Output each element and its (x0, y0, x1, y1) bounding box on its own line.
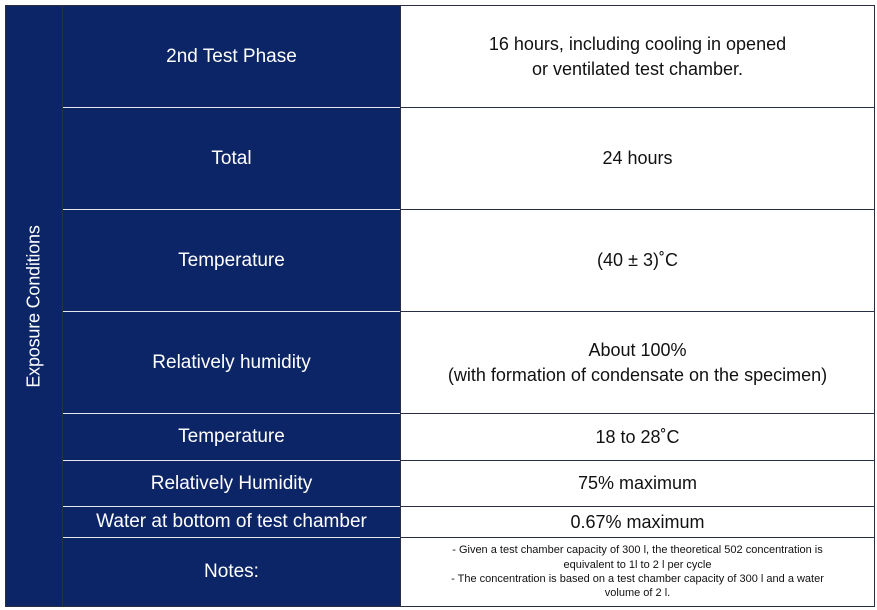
row-label-temperature-ambient: Temperature (63, 414, 400, 461)
row-label-relative-humidity-test: Relatively humidity (63, 312, 400, 414)
note-line: - Given a test chamber capacity of 300 l, the theoretical 502 concentration is (452, 544, 823, 557)
note-line: volume of 2 l. (604, 587, 671, 600)
value-line: 75% maximum (577, 473, 698, 494)
notes-content (400, 538, 874, 606)
row-value-2nd-test-phase (400, 6, 874, 108)
note-line: equivalent to 1l to 2 l per cycle (563, 558, 712, 571)
row-label-2nd-test-phase: 2nd Test Phase (63, 6, 400, 108)
row-value-temperature-test (400, 210, 874, 312)
row-value-water-bottom (400, 507, 874, 538)
exposure-conditions-table (5, 5, 875, 607)
value-line: 24 hours (602, 148, 673, 169)
row-label-temperature-test: Temperature (63, 210, 400, 312)
value-line: (40 ± 3)˚C (597, 250, 678, 271)
row-value-temperature-ambient (400, 414, 874, 461)
row-value-relative-humidity-test (400, 312, 874, 414)
value-line: or ventilated test chamber. (531, 58, 744, 79)
notes-label: Notes: (63, 538, 400, 606)
note-line: - The concentration is based on a test chamber capacity of 300 l and a water (451, 573, 824, 585)
row-value-relative-humidity-ambient (400, 461, 874, 507)
row-label-water-bottom: Water at bottom of test chamber (63, 507, 400, 538)
side-header-label: Exposure Conditions (23, 224, 44, 388)
side-header (6, 6, 63, 606)
value-line: 18 to 28˚C (595, 426, 680, 447)
value-line: 0.67% maximum (570, 511, 705, 532)
row-label-relative-humidity-ambient: Relatively Humidity (63, 461, 400, 507)
value-line: (with formation of condensate on the specimen) (447, 364, 828, 385)
value-line: 16 hours, including cooling in opened (488, 34, 787, 55)
row-value-total (400, 108, 874, 210)
row-label-total: Total (63, 108, 400, 210)
value-line: About 100% (588, 340, 687, 361)
